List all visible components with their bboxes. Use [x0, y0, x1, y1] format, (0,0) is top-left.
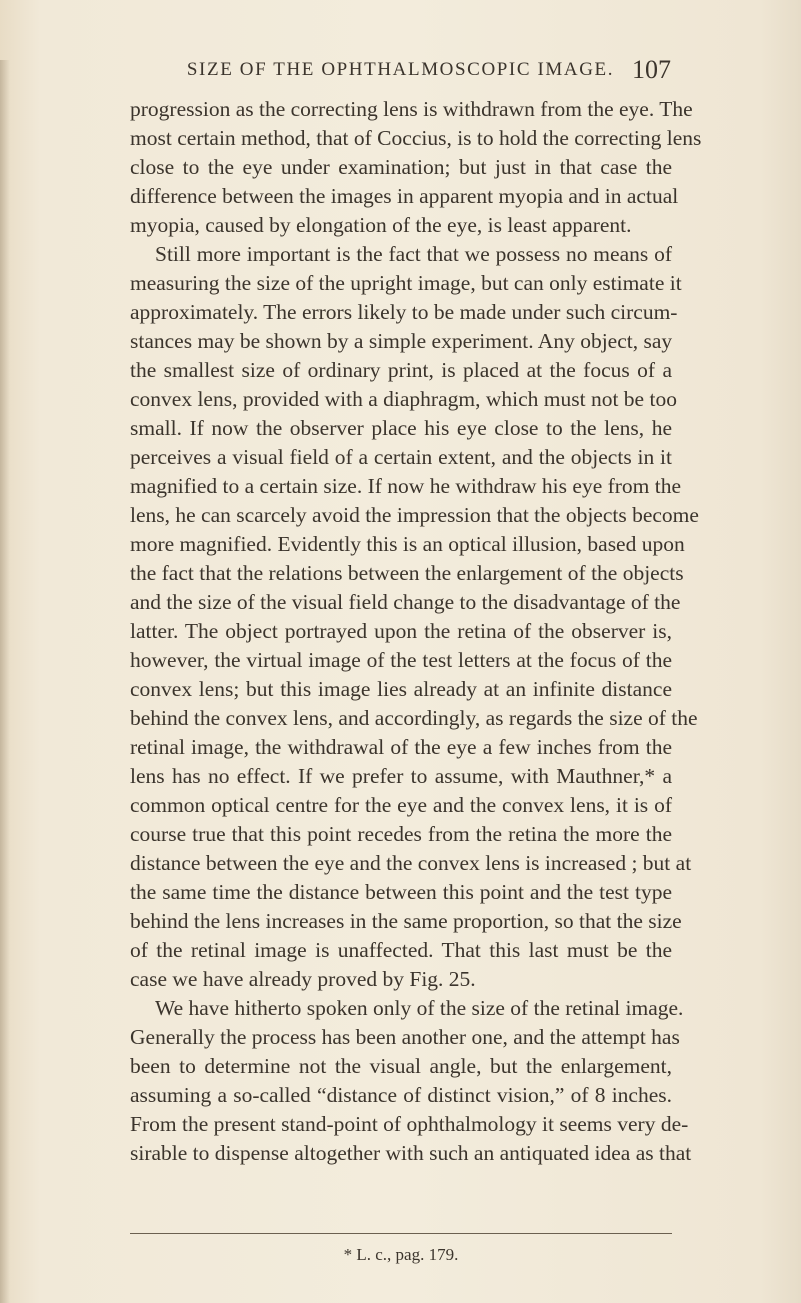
- text-line: small. If now the observer place his eye close to the lens, he: [130, 416, 672, 440]
- text-line: lens has no effect. If we prefer to assume, with Mauthner,* a: [130, 764, 672, 788]
- text-line: Generally the process has been another one, and the attempt has: [130, 1025, 680, 1049]
- text-line: common optical centre for the eye and the convex lens, it is of: [130, 793, 672, 817]
- text-line: From the present stand-point of ophthalmology it seems very de-: [130, 1112, 689, 1136]
- text-line: convex lens, provided with a diaphragm, which must not be too: [130, 387, 677, 411]
- text-line: case we have already proved by Fig. 25.: [130, 967, 476, 991]
- footnote-rule: [130, 1233, 672, 1234]
- running-head: [0, 55, 801, 95]
- text-line: close to the eye under examination; but just in that case the: [130, 155, 672, 179]
- text-line: Still more important is the fact that we possess no means of: [155, 242, 672, 266]
- text-line: lens, he can scarcely avoid the impression that the objects become: [130, 503, 699, 527]
- text-line: latter. The object portrayed upon the retina of the observer is,: [130, 619, 672, 643]
- binding-shadow: [0, 60, 10, 1303]
- running-title: SIZE OF THE OPHTHALMOSCOPIC IMAGE.: [186, 59, 615, 80]
- text-line: however, the virtual image of the test letters at the focus of the: [130, 648, 672, 672]
- text-line: difference between the images in apparent myopia and in actual: [130, 184, 679, 208]
- text-line: progression as the correcting lens is withdrawn from the eye. The: [130, 97, 693, 121]
- text-line: the same time the distance between this point and the test type: [130, 880, 672, 904]
- text-line: behind the lens increases in the same proportion, so that the size: [130, 909, 682, 933]
- text-line: magnified to a certain size. If now he withdraw his eye from the: [130, 474, 682, 498]
- text-line: sirable to dispense altogether with such an antiquated idea as that: [130, 1141, 692, 1165]
- text-line: been to determine not the visual angle, but the enlargement,: [130, 1054, 672, 1078]
- text-line: the fact that the relations between the enlargement of the objects: [130, 561, 684, 585]
- text-line: more magnified. Evidently this is an optical illusion, based upon: [130, 532, 685, 556]
- text-line: course true that this point recedes from the retina the more the: [130, 822, 672, 846]
- text-line: perceives a visual field of a certain extent, and the objects in it: [130, 445, 672, 469]
- footnote: * L. c., pag. 179.: [343, 1245, 459, 1264]
- text-line: and the size of the visual field change to the disadvantage of the: [130, 590, 681, 614]
- text-line: myopia, caused by elongation of the eye, is least apparent.: [130, 213, 632, 237]
- text-line: behind the convex lens, and accordingly, as regards the size of the: [130, 706, 698, 730]
- text-line: of the retinal image is unaffected. That this last must be the: [130, 938, 672, 962]
- text-line: We have hitherto spoken only of the size of the retinal image.: [155, 996, 684, 1020]
- text-line: stances may be shown by a simple experiment. Any object, say: [130, 329, 673, 353]
- text-line: convex lens; but this image lies already at an infinite distance: [130, 677, 672, 701]
- text-line: most certain method, that of Coccius, is to hold the correcting lens: [130, 126, 702, 150]
- text-line: measuring the size of the upright image, but can only estimate it: [130, 271, 682, 295]
- text-line: distance between the eye and the convex lens is increased ; but at: [130, 851, 692, 875]
- text-line: the smallest size of ordinary print, is placed at the focus of a: [130, 358, 672, 382]
- text-line: approximately. The errors likely to be made under such circum-: [130, 300, 678, 324]
- page-number: 107: [632, 55, 671, 84]
- text-line: assuming a so-called “distance of distinct vision,” of 8 inches.: [130, 1083, 672, 1107]
- text-line: retinal image, the withdrawal of the eye a few inches from the: [130, 735, 672, 759]
